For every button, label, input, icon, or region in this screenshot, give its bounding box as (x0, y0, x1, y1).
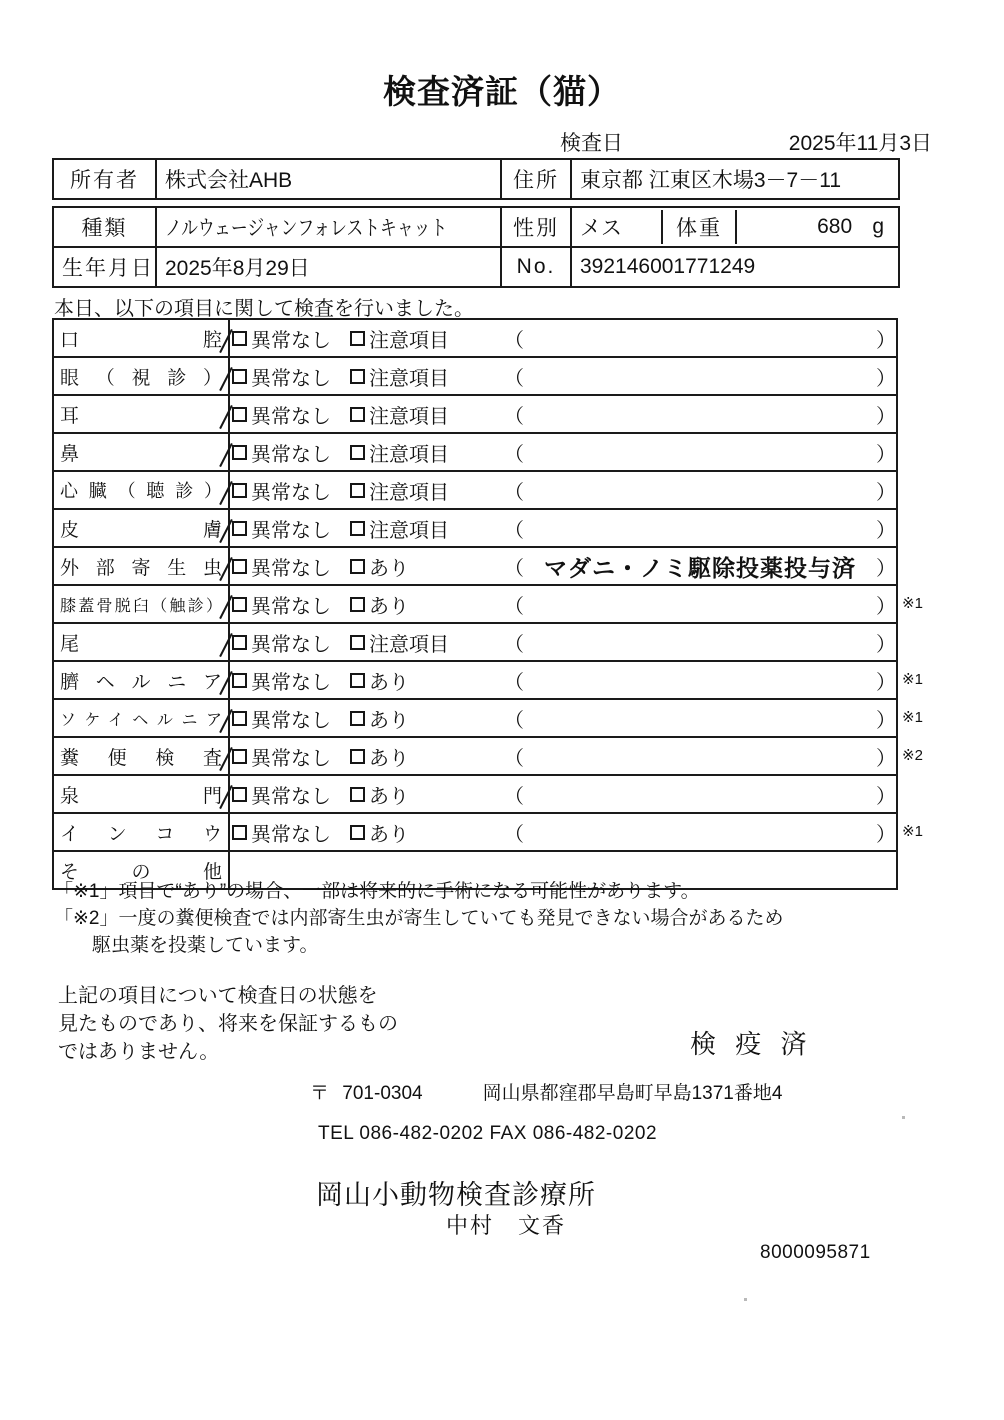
scan-speck (744, 1298, 747, 1301)
checklist-item-label: 膝蓋骨脱臼（触診） (53, 585, 229, 623)
option-secondary[interactable] (350, 628, 500, 657)
option-normal[interactable] (232, 666, 350, 695)
option-secondary[interactable] (350, 742, 500, 771)
option-normal-label: 異常なし (251, 443, 331, 466)
clinic-address: 岡山県都窪郡早島町早島1371番地4 (482, 1083, 783, 1104)
disclaimer-line-2: 見たものであり、将来を保証するもの (58, 1013, 398, 1035)
paren-left: （ (504, 823, 524, 846)
breed-value (156, 207, 501, 247)
checkbox-icon[interactable] (350, 331, 365, 346)
checklist-options-cell (229, 699, 897, 737)
paren-right: ） (876, 709, 896, 732)
checkbox-icon[interactable] (350, 787, 365, 802)
option-secondary[interactable] (350, 704, 500, 733)
option-secondary[interactable] (350, 324, 500, 353)
breed-sex-weight-row (53, 207, 899, 247)
checklist-row (53, 433, 897, 471)
option-secondary-label: あり (369, 671, 409, 694)
option-normal[interactable] (232, 362, 350, 391)
option-normal[interactable] (232, 476, 350, 505)
checkbox-icon[interactable] (350, 445, 365, 460)
option-normal-label: 異常なし (251, 709, 331, 732)
option-normal-label: 異常なし (251, 405, 331, 428)
option-secondary-label: 注意項目 (369, 405, 449, 428)
header-fields-table (52, 158, 900, 288)
checkbox-checked-icon[interactable] (232, 673, 247, 688)
checklist-row (53, 319, 897, 357)
checkbox-checked-icon[interactable] (232, 521, 247, 536)
birth-no-row (53, 247, 899, 287)
option-secondary[interactable] (350, 362, 500, 391)
option-normal-label: 異常なし (251, 595, 331, 618)
option-normal-label: 異常なし (251, 633, 331, 656)
checklist-item-label: 耳 (53, 395, 229, 433)
note-field[interactable] (500, 476, 896, 505)
checkbox-checked-icon[interactable] (232, 749, 247, 764)
owner-value: 株式会社AHB (156, 159, 501, 199)
checklist-item-label: インコウ (53, 813, 229, 851)
option-normal[interactable] (232, 704, 350, 733)
checklist-row (53, 737, 897, 775)
paren-right: ） (876, 481, 896, 504)
paren-left: （ (504, 329, 524, 352)
checklist-options-cell (229, 433, 897, 471)
checklist-row (53, 471, 897, 509)
checkbox-checked-icon[interactable] (232, 635, 247, 650)
option-normal-label: 異常なし (251, 519, 331, 542)
exam-date-label: 検査日 (560, 132, 623, 155)
paren-left: （ (504, 481, 524, 504)
option-normal[interactable] (232, 742, 350, 771)
checklist-item-label: 尾 (53, 623, 229, 661)
checkbox-icon[interactable] (350, 635, 365, 650)
sex-label: 性別 (501, 207, 571, 247)
paren-right: ） (876, 519, 896, 542)
paren-right: ） (876, 443, 896, 466)
document-number: 8000095871 (760, 1242, 871, 1263)
paren-left: （ (504, 595, 524, 618)
option-secondary-label: 注意項目 (369, 481, 449, 504)
birth-label: 生年月日 (53, 247, 156, 287)
option-normal[interactable] (232, 628, 350, 657)
note-field[interactable] (500, 628, 896, 657)
page-title: 検査済証（猫） (383, 73, 621, 110)
note-field[interactable] (500, 438, 896, 467)
scan-speck (902, 1116, 905, 1119)
note-field[interactable] (500, 818, 896, 847)
option-normal-label: 異常なし (251, 747, 331, 770)
option-secondary-label: 注意項目 (369, 329, 449, 352)
checkbox-icon[interactable] (350, 711, 365, 726)
option-normal-label: 異常なし (251, 329, 331, 352)
option-secondary-label: あり (369, 823, 409, 846)
option-normal[interactable] (232, 324, 350, 353)
checkbox-icon[interactable] (350, 825, 365, 840)
owner-label: 所有者 (53, 159, 156, 199)
option-normal[interactable] (232, 400, 350, 429)
option-secondary[interactable] (350, 590, 500, 619)
checkbox-icon[interactable] (350, 407, 365, 422)
checkbox-checked-icon[interactable] (232, 711, 247, 726)
option-secondary-label: 注意項目 (369, 367, 449, 390)
paren-right: ） (876, 823, 896, 846)
postal-mark-icon: 〒 (310, 1083, 330, 1104)
option-normal-label: 異常なし (251, 557, 331, 580)
checklist-options-cell (229, 661, 897, 699)
footnote-marker: ※1 (902, 823, 923, 840)
option-secondary[interactable] (350, 552, 500, 581)
checklist-item-label: ソケイヘルニア (53, 699, 229, 737)
checklist-row (53, 775, 897, 813)
no-label: No. (501, 247, 571, 287)
checklist-item-label: 糞便検査 (53, 737, 229, 775)
checklist-item-label: 皮膚 (53, 509, 229, 547)
checklist-row (53, 661, 897, 699)
checklist-options-cell (229, 585, 897, 623)
breed-value-text: ノルウェージャンフォレストキャット (165, 217, 448, 240)
option-secondary-label: あり (369, 709, 409, 732)
checkbox-icon[interactable] (350, 521, 365, 536)
checklist-row (53, 509, 897, 547)
note-field[interactable] (500, 742, 896, 771)
clinic-name: 岡山小動物検査診療所 (316, 1180, 596, 1210)
paren-right: ） (876, 367, 896, 390)
checklist-options-cell (229, 395, 897, 433)
checkbox-icon[interactable] (350, 369, 365, 384)
option-normal-label: 異常なし (251, 367, 331, 390)
note-field[interactable] (500, 324, 896, 353)
checklist-options-cell (229, 775, 897, 813)
footnote-1: 「※1」項目で“あり”の場合、一部は将来的に手術になる可能性があります。 (54, 881, 700, 902)
paren-left: （ (504, 519, 524, 542)
option-normal[interactable] (232, 514, 350, 543)
disclaimer (58, 982, 398, 1066)
checklist-item-label: その他 (53, 851, 229, 889)
checkbox-checked-icon[interactable] (232, 597, 247, 612)
paren-right: ） (876, 405, 896, 428)
footnote-3: 駆虫薬を投薬しています。 (92, 935, 319, 956)
checklist-row (53, 357, 897, 395)
note-field[interactable] (500, 362, 896, 391)
exam-date-value: 2025年11月3日 (788, 132, 932, 155)
disclaimer-line-3: ではありません。 (58, 1041, 220, 1063)
address-label: 住所 (501, 159, 571, 199)
paren-right: ） (876, 633, 896, 656)
paren-left: （ (504, 405, 524, 428)
checklist-options-cell (229, 813, 897, 851)
checklist-options-cell (229, 509, 897, 547)
note-text: マダニ・ノミ駆除投薬投与済 (544, 554, 856, 581)
checklist-item-label: 口腔 (53, 319, 229, 357)
checklist-item-label: 心臓（聴診） (53, 471, 229, 509)
option-secondary-label: あり (369, 747, 409, 770)
weight-unit: g (872, 215, 884, 238)
footnote-marker: ※2 (902, 747, 923, 764)
birth-value: 2025年8月29日 (156, 247, 501, 287)
note-field[interactable] (500, 666, 896, 695)
address-value: 東京都 江東区木場3－7－11 (571, 159, 899, 199)
checklist-row (53, 699, 897, 737)
option-secondary[interactable] (350, 476, 500, 505)
header-spacer-row (53, 199, 899, 207)
option-secondary[interactable] (350, 780, 500, 809)
checklist-options-cell (229, 623, 897, 661)
paren-left: （ (504, 633, 524, 656)
checklist-options-cell (229, 319, 897, 357)
intro-note: 本日、以下の項目に関して検査を行いました。 (54, 298, 474, 320)
sex-weight-cell (571, 207, 899, 247)
checklist-row (53, 813, 897, 851)
checklist-table (52, 318, 898, 890)
weight-value: 680 (817, 215, 853, 238)
checkbox-checked-icon[interactable] (232, 483, 247, 498)
paren-right: ） (876, 557, 896, 580)
owner-address-row (53, 159, 899, 199)
paren-left: （ (504, 443, 524, 466)
paren-left: （ (504, 785, 524, 808)
option-secondary-label: あり (369, 785, 409, 808)
option-normal[interactable] (232, 780, 350, 809)
weight-cell (736, 210, 898, 244)
note-field[interactable] (500, 550, 896, 583)
footnotes (54, 878, 784, 959)
option-normal[interactable] (232, 590, 350, 619)
checkbox-icon[interactable] (350, 597, 365, 612)
checklist-row (53, 395, 897, 433)
breed-label: 種類 (53, 207, 156, 247)
note-field[interactable] (500, 780, 896, 809)
option-normal-label: 異常なし (251, 671, 331, 694)
paren-left: （ (504, 709, 524, 732)
postal-code: 701-0304 (342, 1083, 423, 1104)
checklist-item-label: 鼻 (53, 433, 229, 471)
option-secondary[interactable] (350, 666, 500, 695)
checkbox-icon[interactable] (350, 559, 365, 574)
checkbox-icon[interactable] (350, 483, 365, 498)
option-normal-label: 異常なし (251, 481, 331, 504)
option-secondary-label: あり (369, 557, 409, 580)
option-normal[interactable] (232, 818, 350, 847)
quarantine-seal: 検 疫 済 (690, 1029, 813, 1059)
option-normal-label: 異常なし (251, 823, 331, 846)
clinic-address-line (310, 1078, 782, 1105)
footnote-marker: ※1 (902, 709, 923, 726)
note-field[interactable] (500, 400, 896, 429)
checklist-options-cell (229, 547, 897, 585)
option-secondary[interactable] (350, 514, 500, 543)
option-secondary-label: 注意項目 (369, 519, 449, 542)
option-secondary[interactable] (350, 438, 500, 467)
checklist-row (53, 585, 897, 623)
paren-right: ） (876, 785, 896, 808)
paren-left: （ (504, 557, 524, 580)
option-secondary[interactable] (350, 818, 500, 847)
checklist-item-label: 泉門 (53, 775, 229, 813)
option-secondary-label: あり (369, 595, 409, 618)
paren-left: （ (504, 747, 524, 770)
option-normal[interactable] (232, 438, 350, 467)
checklist-options-cell (229, 471, 897, 509)
option-secondary[interactable] (350, 400, 500, 429)
checkbox-checked-icon[interactable] (232, 407, 247, 422)
no-value: 392146001771249 (571, 247, 899, 287)
note-field[interactable] (500, 590, 896, 619)
veterinarian-name: 中村 文香 (446, 1213, 567, 1238)
option-normal-label: 異常なし (251, 785, 331, 808)
clinic-telephone: TEL 086-482-0202 FAX 086-482-0202 (318, 1123, 658, 1144)
checkbox-icon[interactable] (350, 673, 365, 688)
paren-right: ） (876, 329, 896, 352)
checklist-row (53, 547, 897, 585)
checkbox-checked-icon[interactable] (232, 331, 247, 346)
weight-label: 体重 (662, 210, 736, 244)
checklist-item-label: 外部寄生虫 (53, 547, 229, 585)
footnote-marker: ※1 (902, 671, 923, 688)
checklist-options-cell (229, 737, 897, 775)
footnote-marker: ※1 (902, 595, 923, 612)
disclaimer-line-1: 上記の項目について検査日の状態を (58, 985, 378, 1007)
sex-value: メス (572, 210, 662, 244)
checkbox-checked-icon[interactable] (232, 787, 247, 802)
note-field[interactable] (500, 514, 896, 543)
option-normal[interactable] (232, 552, 350, 581)
paren-left: （ (504, 671, 524, 694)
footnote-3-wrap (54, 932, 784, 959)
paren-right: ） (876, 671, 896, 694)
exam-date-line (52, 127, 932, 155)
checkbox-checked-icon[interactable] (232, 559, 247, 574)
paren-left: （ (504, 367, 524, 390)
paren-right: ） (876, 595, 896, 618)
footnote-2: 「※2」一度の糞便検査では内部寄生虫が寄生していても発見できない場合があるため (54, 908, 784, 929)
checkbox-checked-icon[interactable] (232, 445, 247, 460)
checkbox-icon[interactable] (232, 825, 247, 840)
checklist-options-cell (229, 357, 897, 395)
checklist-item-label: 臍ヘルニア (53, 661, 229, 699)
note-field[interactable] (500, 704, 896, 733)
option-secondary-label: 注意項目 (369, 633, 449, 656)
paren-right: ） (876, 747, 896, 770)
checklist-row (53, 623, 897, 661)
checkbox-icon[interactable] (350, 749, 365, 764)
option-secondary-label: 注意項目 (369, 443, 449, 466)
checkbox-checked-icon[interactable] (232, 369, 247, 384)
checklist-item-label: 眼（視診） (53, 357, 229, 395)
